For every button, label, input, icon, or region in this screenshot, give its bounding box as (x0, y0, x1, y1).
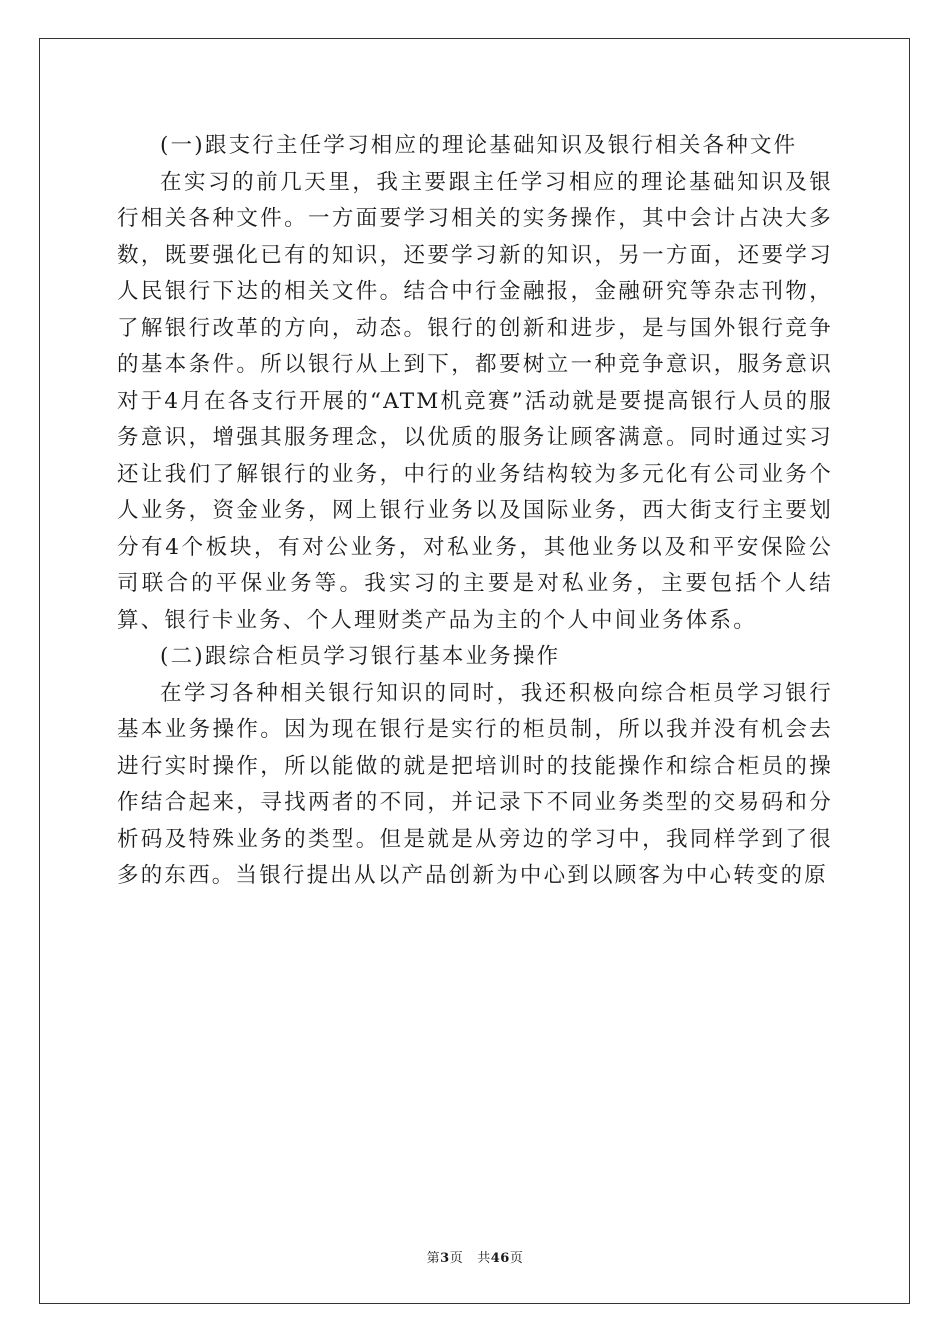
total-page-count: 46 (490, 1251, 510, 1266)
current-page-number: 3 (440, 1251, 450, 1266)
body-paragraph-2: 在学习各种相关银行知识的同时，我还积极向综合柜员学习银行基本业务操作。因为现在银行是实行的柜员制，所以我并没有机会去进行实时操作，所以能做的就是把培训时的技能操作和综合柜员的操作结合起来，寻找两者的不同，并记录下不同业务类型的交易码和分析码及特殊业务的类型。但是就是从旁边的学习中，我同样学到了很多的东西。当银行提出从以产品创新为中心到以顾客为中心转变的原 (117, 680, 833, 888)
footer-total-suffix: 页 (509, 1251, 524, 1266)
section-heading-1: (一)跟支行主任学习相应的理论基础知识及银行相关各种文件 (160, 133, 798, 158)
document-body (117, 128, 833, 895)
page-footer (0, 1247, 950, 1266)
footer-total-prefix: 共 (477, 1251, 491, 1266)
body-paragraph-1: 在实习的前几天里，我主要跟主任学习相应的理论基础知识及银行相关各种文件。一方面要学习相关的实务操作，其中会计占决大多数，既要强化已有的知识，还要学习新的知识，另一方面，还要学习人民银行下达的相关文件。结合中行金融报，金融研究等杂志刊物，了解银行改革的方向，动态。银行的创新和进步，是与国外银行竞争的基本条件。所以银行从上到下，都要树立一种竞争意识，服务意识对于4月在各支行开展的“ATM机竞赛”活动就是要提高银行人员的服务意识，增强其服务理念，以优质的服务让顾客满意。同时通过实习还让我们了解银行的业务，中行的业务结构较为多元化有公司业务个人业务，资金业务，网上银行业务以及国际业务，西大街支行主要划分有4个板块，有对公业务，对私业务，其他业务以及和平安保险公司联合的平保业务等。我实习的主要是对私业务，主要包括个人结算、银行卡业务、个人理财类产品为主的个人中间业务体系。 (117, 169, 833, 633)
footer-page-suffix: 页 (449, 1251, 464, 1266)
section-heading-2: (二)跟综合柜员学习银行基本业务操作 (160, 644, 561, 669)
footer-page-prefix: 第 (426, 1251, 441, 1266)
